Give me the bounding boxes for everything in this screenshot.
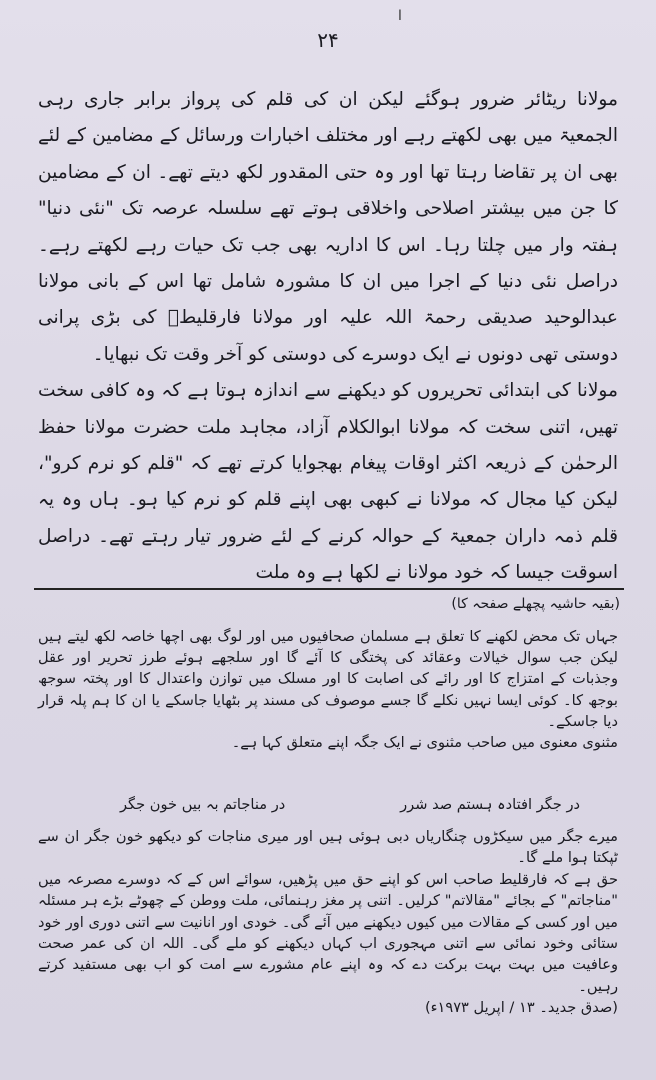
footnote-continued [38,826,618,1019]
verse-line-2: در مناجاتم بہ بیں خون جگر [120,796,286,813]
footnote-citation: (صدق جدید۔ ۱۳ / اپریل ۱۹۷۳ء) [424,999,618,1017]
footnote-paragraph-3: میرے جگر میں سیکڑوں چنگاریاں دبی ہوئی ہیں اور میری مناجات کو دیکھو خون جگر ان سے ٹپکتا ہوا ملے گا۔ [38,828,618,867]
footnote-paragraph-1: جہاں تک محض لکھنے کا تعلق ہے مسلمان صحافیوں میں اور لوگ بھی اچھا خاصہ لکھ لیتے ہیں لیکن جب سوال خیالات وعقائد کی پختگی کا آئے گا اور سلجھے ہوئے طرز تحریر اور عقل وجذبات کے امتزاج کا اور رائے کی اصابت کا اور مسلک میں توازن واعتدال کا اور پختہ سوجھ بوجھ کا۔ کوئی ایسا نہیں نکلے گا جسے موصوف کی مسند پر بٹھایا جاسکے یا ان کا ہم پلہ قرار دیا جاسکے۔ [38,628,618,730]
page-number: ۲۴ [317,28,339,52]
persian-verse [120,790,580,830]
main-text [38,82,618,592]
footnote-paragraph-4: حق ہے کہ فارقلیط صاحب اس کو اپنے حق میں پڑھیں، سوائے اس کے کہ دوسرے مصرعہ میں "مناجاتم" کے بجائے "مقالاتم" کرلیں۔ اتنی پر مغز رہنمائی، ملت ووطن کے چھوٹے بڑے ہر مسئلہ میں اور کسی کے مقالات میں کیوں دیکھنے میں آئے گی۔ خودی اور انانیت سے اتنی دوری اور خود ستائی وخود نمائی سے اتنی مہجوری اب کہاں دیکھنے کو ملے گی۔ اللہ ان کی عمر صحت وعافیت میں بہت بہت برکت دے کہ وہ اپنے عام مشورے سے امت کو اب بھی مستفید کرتے رہیں۔ [38,870,618,995]
verse-line-1: در جگر افتادہ ہستم صد شرر [400,796,580,813]
footnote-heading: (بقیہ حاشیہ پچھلے صفحہ کا) [451,596,620,612]
footnote-divider [34,588,624,590]
paragraph-2: مولانا کی ابتدائی تحریروں کو دیکھنے سے اندازہ ہوتا ہے کہ وہ کافی سخت تھیں، اتنی سخت کہ مولانا ابوالکلام آزاد، مجاہد ملت حضرت مولانا حفظ الرحمٰن کے ذریعہ اکثر اوقات پیغام بھجوایا کرتے تھے کہ "قلم کو نرم کرو"، لیکن کیا مجال کہ مولانا نے کبھی بھی اپنے قلم کو نرم کیا ہو۔ ہاں وہ یہ قلم ذمہ داران جمعیۃ کے حوالہ کرنے کے لئے ضرور تیار رہتے تھے۔ دراصل اسوقت جیسا کہ خود مولانا نے لکھا ہے وہ ملت [38,380,618,584]
page-mark: ا [398,8,402,24]
footnote-text [38,626,618,753]
footnote-paragraph-2: مثنوی معنوی میں صاحب مثنوی نے ایک جگہ اپنے متعلق کہا ہے۔ [231,734,618,752]
paragraph-1: مولانا ریٹائر ضرور ہوگئے لیکن ان کی قلم کی پرواز برابر جاری رہی الجمعیۃ میں بھی لکھتے رہے اور مختلف اخبارات ورسائل کے مضامین کے لئے بھی ان پر تقاضا رہتا تھا اور وہ حتی المقدور لکھ دیتے تھے۔ ان کے مضامین کا جن میں بیشتر اصلاحی واخلاقی ہوتے تھے سلسلہ عرصہ تک "نئی دنیا" ہفتہ وار میں چلتا رہا۔ اس کا اداریہ بھی جب تک حیات رہے لکھتے رہے۔ دراصل نئی دنیا کے اجرا میں ان کا مشورہ شامل تھا اس کے بانی مولانا عبدالوحید صدیقی رحمۃ اللہ علیہ اور مولانا فارقلیطؒ کی بڑی پرانی دوستی تھی دونوں نے ایک دوسرے کی دوستی کو آخر وقت تک نبھایا۔ [38,89,618,365]
